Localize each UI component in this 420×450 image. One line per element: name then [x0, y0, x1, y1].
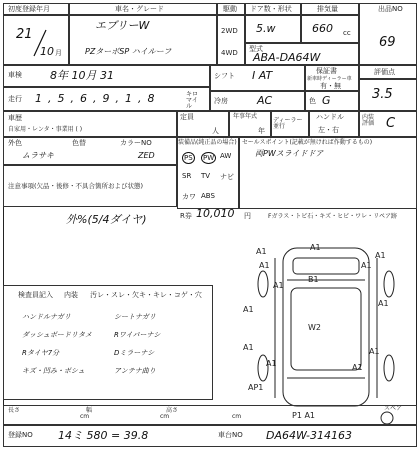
year-model-unit: 年 — [258, 127, 265, 135]
diagram-mark-16: AP1 — [248, 383, 264, 392]
equipment-item: AW — [220, 152, 232, 160]
history-row — [3, 111, 177, 137]
warranty-label: 保証書 — [316, 67, 337, 75]
mileage-unit: キロ マイル — [186, 91, 199, 110]
inspector-interior-label: 内装 — [64, 291, 78, 299]
diagram-mark-7: B1 — [308, 275, 319, 284]
diagram-mark-9: A1 — [378, 299, 389, 308]
history-options: 自家用・レンタ・事業用 ( ) — [8, 126, 83, 133]
remark-item: Rワイパーナシ — [114, 331, 161, 339]
equipment-item: カワ — [182, 193, 196, 201]
capacity-label: 定員 — [180, 113, 194, 121]
equipment-item: TV — [201, 172, 211, 180]
grade: PZターボSP ハイルーフ — [85, 47, 172, 56]
shaken-value: 8年 10月 31 — [50, 69, 114, 82]
color-label: 色 — [309, 97, 316, 105]
reg-year: 21 — [16, 27, 33, 42]
equipment-item: ナビ — [220, 173, 234, 181]
inspector-remarks — [22, 312, 212, 392]
lot-number: 69 — [379, 35, 396, 50]
remark-item: アンテナ曲り — [114, 367, 156, 375]
ac-label: 冷房 — [214, 97, 228, 105]
handle-value: 左・右 — [318, 126, 339, 134]
warranty-note: 新車時ディーラー車 — [307, 76, 352, 82]
shift-value: I AT — [252, 69, 273, 82]
exterior-value: ムラサキ — [22, 151, 54, 160]
score-label: 評価点 — [374, 68, 395, 76]
diagram-mark-1: A1 — [256, 247, 267, 256]
width-unit: cm — [160, 413, 170, 420]
drive-4wd: 4WD — [221, 49, 238, 57]
sales-point-box — [239, 137, 417, 209]
lot-label: 出品NO — [378, 5, 403, 13]
shift-label: シフト — [214, 72, 235, 80]
dimensions-row — [3, 405, 417, 425]
height-label: 高さ — [166, 407, 179, 414]
mileage-label: 走行 — [8, 95, 22, 103]
sales-point-label: セールスポイント(記載が無ければ作動するもの) — [242, 139, 373, 146]
warranty-options: 有・無 — [320, 82, 341, 90]
inspector-interior-checks: 汚レ・スレ・欠キ・キレ・コゲ・穴 — [90, 291, 202, 299]
score-value: 3.5 — [372, 87, 393, 102]
diagram-mark-14: A1 — [352, 363, 363, 372]
history-label: 車歴 — [8, 114, 22, 122]
type-value: ABA-DA64W — [253, 51, 321, 64]
diagram-mark-11: A1 — [243, 343, 254, 352]
spare-label: スペア — [384, 405, 403, 412]
remark-item: ハンドルナガリ — [22, 313, 71, 321]
diagram-mark-2: A1 — [310, 243, 321, 252]
year-model-label: 年事年式 — [233, 113, 258, 120]
drive-2wd: 2WD — [221, 27, 238, 35]
remark-item: Dミラーナシ — [114, 349, 155, 357]
reg-no-label: 登録NO — [8, 431, 33, 439]
glass-labels: Fガラス・トビ石・キズ・ヒビ・ワレ・リペア跡 — [268, 213, 398, 220]
diagram-mark-10: W2 — [308, 323, 321, 332]
model-grade-label: 車名・グレード — [115, 5, 164, 13]
first-reg-label: 初度登録年月 — [8, 5, 50, 13]
capacity-unit: 人 — [212, 127, 219, 135]
length-unit: cm — [80, 413, 90, 420]
diagram-mark-13: A1 — [266, 359, 277, 368]
recycle-value: 10,010 — [196, 207, 235, 220]
remark-item: シートナガリ — [114, 313, 156, 321]
model-name: エブリーW — [95, 19, 150, 32]
reg-month: 10 — [40, 45, 54, 58]
reg-month-suffix: 月 — [55, 49, 62, 57]
exterior-label: 外色 — [8, 139, 22, 147]
type-label: 型式 — [249, 45, 263, 53]
equipment-item: ABS — [201, 192, 215, 200]
remark-item: Rタイヤ7分 — [22, 349, 60, 357]
displacement-label: 排気量 — [317, 5, 338, 13]
remark-item: ダッシュボードリタメ — [22, 331, 92, 339]
equipment-item: SR — [182, 172, 192, 180]
color-no-value: ZED — [138, 151, 155, 160]
dealer-label: ディーラー並行 — [273, 117, 303, 130]
diagram-mark-4: A1 — [259, 261, 270, 270]
drive-label: 駆動 — [223, 5, 237, 13]
date-slash — [30, 28, 50, 58]
shaken-label: 車検 — [8, 71, 22, 79]
rear-window-label: R券 — [180, 212, 192, 220]
car-diagram — [237, 228, 417, 428]
paint-label: 色替 — [72, 139, 86, 147]
diagram-mark-3: A1 — [375, 251, 386, 260]
color-value: G — [322, 94, 331, 107]
equipment-item: PS — [184, 154, 193, 162]
equipment-title: 装備品(純正品の場合) — [178, 139, 237, 146]
displacement-unit: cc — [343, 29, 351, 37]
width-label: 幅 — [86, 407, 93, 414]
interior-value: C — [386, 116, 396, 131]
recycle-unit: 円 — [244, 212, 251, 220]
ac-value: AC — [257, 94, 273, 107]
equipment-grid — [179, 148, 237, 208]
door-shape: 5.w — [256, 22, 276, 35]
reg-no-value: 14ミ 580 = 39.8 — [58, 429, 149, 442]
diagram-mark-5: A1 — [273, 281, 284, 290]
handle-label: ハンドル — [316, 113, 344, 121]
height-unit: cm — [232, 413, 242, 420]
length-label: 長さ — [8, 407, 21, 414]
diagram-mark-8: A1 — [243, 305, 254, 314]
mileage-digits: 1,5,6,9,1,8 — [35, 92, 161, 105]
chassis-value: DA64W-314163 — [266, 429, 352, 442]
notes-title: 注意事項(欠品・後修・不具合箇所および状態) — [8, 182, 144, 190]
door-shape-label: ドア数・形状 — [250, 5, 292, 13]
remark-item: キズ・凹み・ボシュ — [22, 367, 85, 375]
displacement: 660 — [312, 22, 333, 35]
diagram-mark-12: A1 — [369, 347, 380, 356]
equipment-item: PW — [203, 154, 215, 162]
inspector-title: 検査員記入 — [18, 291, 53, 299]
color-no-label: カラーNO — [120, 139, 152, 147]
diagram-mark-15: P1 A1 — [292, 411, 316, 420]
sales-point-value: 両PWスライドドア — [255, 149, 324, 158]
diagram-mark-6: A1 — [361, 261, 372, 270]
interior-label: 内装評価 — [362, 114, 375, 127]
drive-cell — [217, 15, 245, 65]
notes-body: 外%(5/4ダイヤ) — [66, 213, 147, 226]
chassis-label: 車台NO — [218, 431, 243, 439]
